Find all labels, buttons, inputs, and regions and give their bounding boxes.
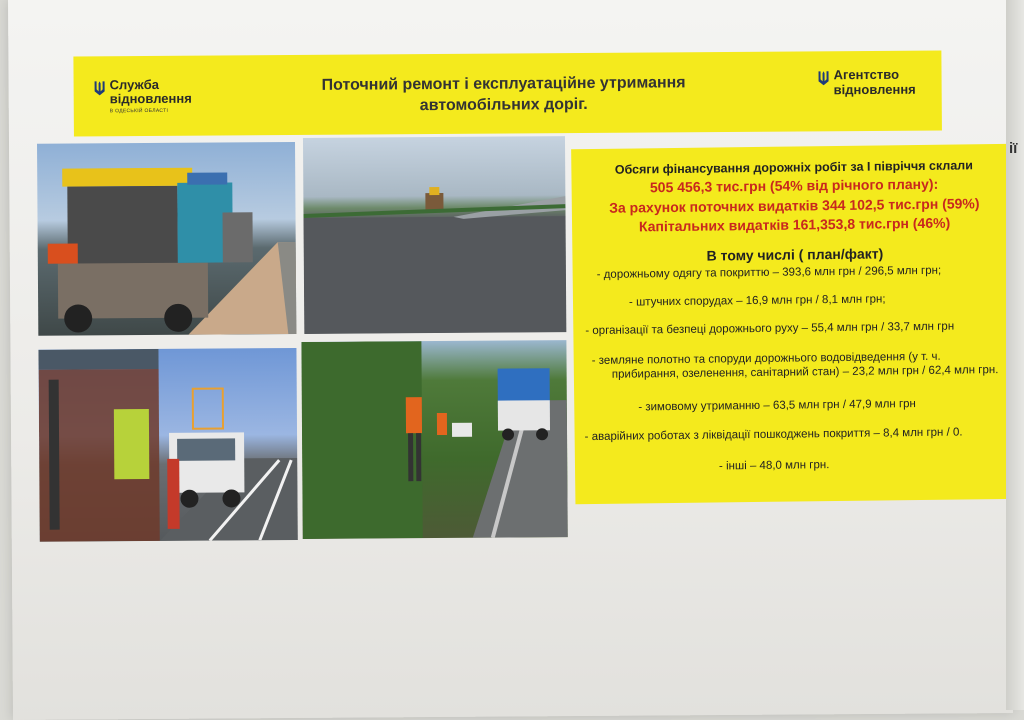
page-title [274, 72, 734, 117]
title-line1: Поточний ремонт і експлуатаційне утримання [321, 74, 686, 94]
service-logo-line2: відновлення [109, 90, 192, 107]
agency-logo-line2: відновлення [833, 81, 916, 98]
edge-text: ії [1009, 140, 1018, 157]
photo-road-marking-truck [38, 348, 297, 542]
photo-roadside-workers [301, 340, 567, 539]
trident-icon [94, 80, 106, 96]
photo-asphalt-paver [37, 142, 296, 336]
list-item: прибирання, озеленення, санітарний стан) – 23,2 млн грн / 62,4 млн грн. [611, 364, 999, 381]
agency-logo-line1: Агентство [833, 66, 900, 83]
trident-icon [818, 70, 830, 86]
list-item: - штучних спорудах – 16,9 млн грн / 8,1 млн грн; [628, 293, 886, 309]
list-item: - дорожньому одягу та покриттю – 393,6 млн грн / 296,5 млн грн; [596, 264, 942, 281]
agency-logo [817, 67, 915, 98]
funding-current: За рахунок поточних видатків 344 102,5 тис.грн (59%) [609, 195, 980, 216]
list-item: - інші – 48,0 млн грн. [718, 459, 830, 473]
photo-road-surface [303, 136, 566, 334]
list-item: - аварійних роботах з ліквідації пошкоджень покриття – 8,4 млн грн / 0. [584, 426, 963, 444]
service-logo-line3: В ОДЕСЬКІЙ ОБЛАСТІ [109, 107, 169, 115]
funding-capital: Капітальних видатків 161,353,8 тис.грн (46%) [638, 214, 951, 235]
header-banner [73, 50, 942, 136]
document-sheet [8, 0, 1013, 720]
funding-info-panel [571, 144, 1020, 504]
service-logo [94, 78, 192, 115]
list-item: - організації та безпеці дорожнього руху – 55,4 млн грн / 33,7 млн грн [585, 320, 955, 338]
list-item: - зимовому утриманню – 63,5 млн грн / 47,9 млн грн [638, 398, 916, 414]
title-line2: автомобільних доріг. [419, 95, 588, 115]
funding-total: 505 456,3 тис.грн (54% від річного плану): [649, 175, 939, 196]
service-logo-line1: Служба [109, 76, 159, 93]
adjacent-page-edge [1006, 0, 1024, 710]
list-item: - земляне полотно та споруди дорожнього водовідведення (у т. ч. [591, 350, 941, 368]
breakdown-heading: В тому числі ( план/факт) [706, 245, 884, 264]
funding-heading: Обсяги фінансування дорожніх робіт за І півріччя склали [614, 158, 973, 177]
